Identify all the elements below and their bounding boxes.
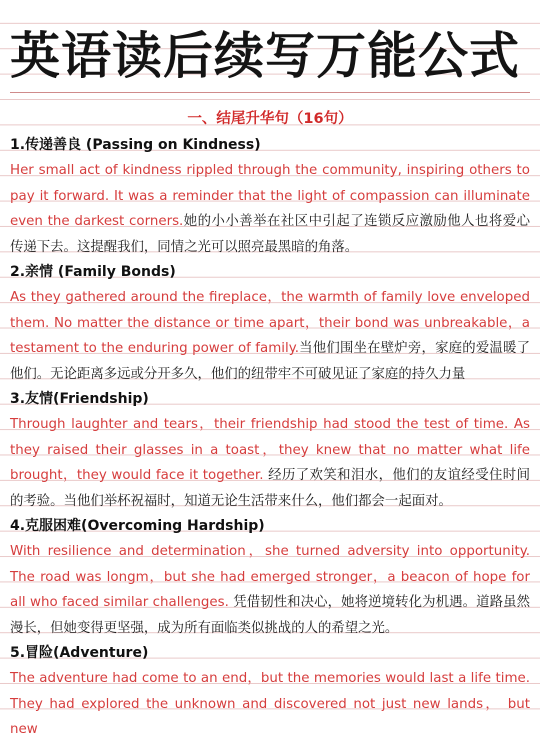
entry-heading: 1.传递善良 (Passing on Kindness): [10, 137, 261, 153]
entry-heading: 2.亲情 (Family Bonds): [10, 264, 176, 281]
entry-passing-on-kindness: [10, 133, 530, 260]
english-sentence: Through laughter and tears，their friendship had stood the test of time. As they raised their glasses in a toast，they knew that no matter what life brought，they would face it together.: [10, 417, 530, 484]
english-sentence: As they gathered around the fireplace，the warmth of family love enveloped them. No matter the distance or time apart，their bond was unbreakable，a testament to the enduring power of family.: [10, 290, 530, 357]
page-title: 英语读后续写万能公式: [10, 27, 520, 85]
english-sentence: Her small act of kindness rippled through the community, inspiring others to pay it forward. It was a reminder that the light of compassion can illuminate even the darkest corners.: [10, 163, 530, 230]
entry-body: [10, 666, 530, 742]
entry-heading: 4.克服困难(Overcoming Hardship): [10, 518, 265, 535]
entry-body: [10, 158, 530, 260]
chinese-translation: 经历了欢笑和泪水，他们的友谊经受住时间的考验。当他们举杯祝福时，知道无论生活带来什么，他们都会一起面对。: [10, 468, 530, 509]
title-divider: [10, 92, 530, 93]
entry-friendship: [10, 387, 530, 514]
entry-overcoming-hardship: [10, 514, 530, 641]
english-sentence: With resilience and determination，she turned adversity into opportunity. The road was longm，but she had emerged stronger，a beacon of hope for all who faced similar challenges.: [10, 544, 530, 611]
entry-body: [10, 539, 530, 641]
chinese-translation: 当他们围坐在壁炉旁，家庭的爱温暖了他们。无论距离多远或分开多久，他们的纽带牢不可破见证了家庭的持久力量: [10, 341, 530, 382]
entry-family-bonds: [10, 260, 530, 387]
entry-body: [10, 412, 530, 514]
entries-list: [10, 133, 530, 743]
entry-body: [10, 285, 530, 387]
section-title: 一、结尾升华句（16句）: [187, 111, 353, 127]
english-sentence: The adventure had come to an end，but the memories would last a life time. They had explored the unknown and discovered not just new lands， but new: [10, 671, 530, 738]
entry-adventure: [10, 641, 530, 743]
chinese-translation: 她的小小善举在社区中引起了连锁反应激励他人也将爱心传递下去。这提醒我们，同情之光可以照亮最黑暗的角落。: [10, 214, 531, 255]
entry-heading: 3.友情(Friendship): [10, 391, 149, 408]
chinese-translation: 凭借韧性和决心，她将逆境转化为机遇。道路虽然漫长，但她变得更坚强，成为所有面临类似挑战的人的希望之光。: [10, 595, 530, 636]
entry-heading: 5.冒险(Adventure): [10, 645, 149, 662]
